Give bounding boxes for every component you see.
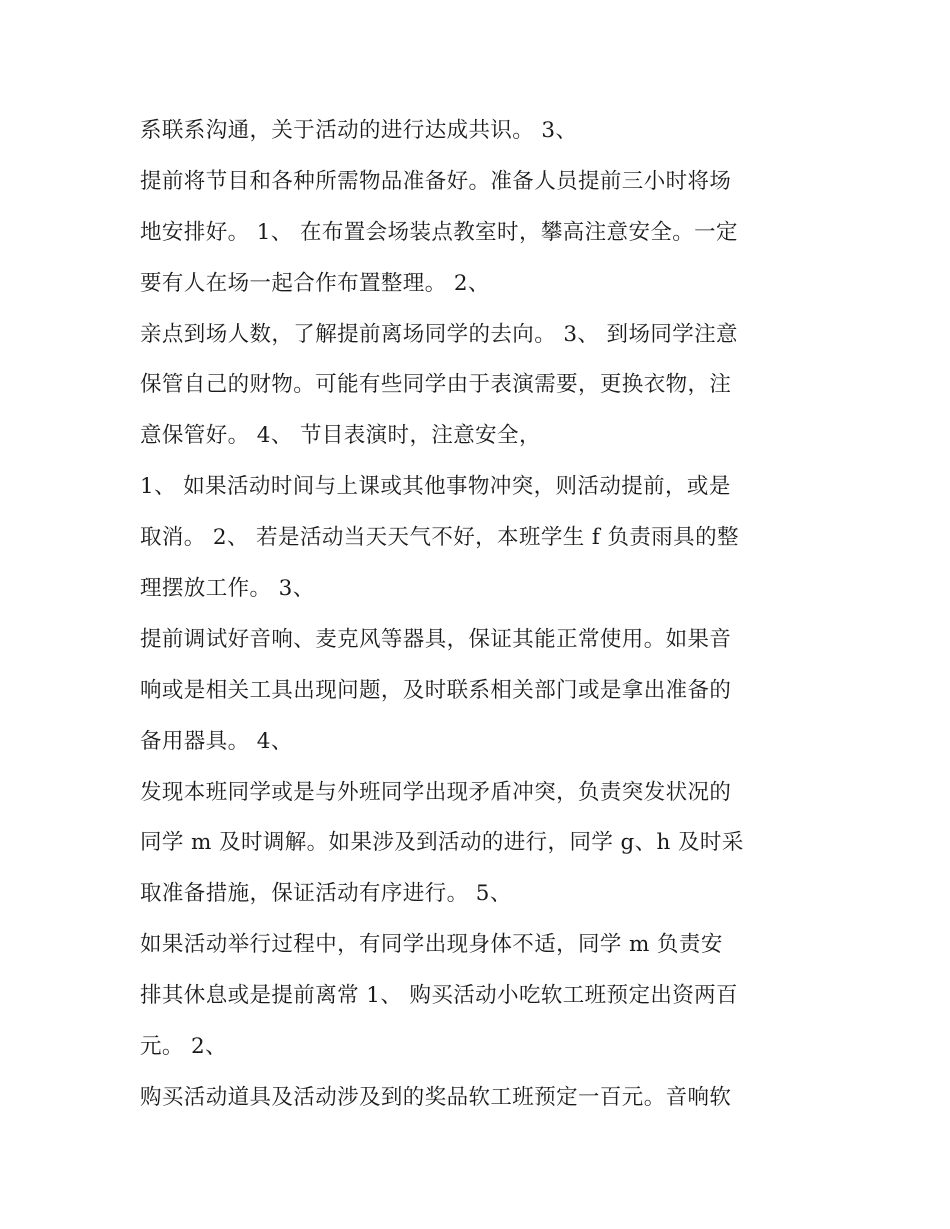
text-line: 要有人在场一起合作布置整理。 2、	[140, 270, 490, 296]
text-line: 保管自己的财物。可能有些同学由于表演需要，更换衣物，注	[140, 372, 732, 398]
text-line: 备用器具。 4、	[140, 728, 293, 754]
text-line: 意保管好。 4、 节目表演时，注意安全，	[140, 423, 541, 449]
text-line: 理摆放工作。 3、	[140, 576, 315, 602]
text-line: 亲点到场人数，了解提前离场同学的去向。 3、 到场同学注意	[140, 321, 738, 347]
text-line: 发现本班同学或是与外班同学出现矛盾冲突，负责突发状况的	[140, 779, 732, 805]
text-line: 响或是相关工具出现问题，及时联系相关部门或是拿出准备的	[140, 677, 732, 703]
text-line: 购买活动道具及活动涉及到的奖品软工班预定一百元。音响软	[140, 1084, 732, 1110]
document-body	[140, 106, 820, 1124]
text-line: 1、 如果活动时间与上课或其他事物冲突，则活动提前，或是	[140, 474, 731, 500]
text-line: 同学 m 及时调解。如果涉及到活动的进行，同学 g、h 及时采	[140, 830, 744, 856]
text-line: 排其休息或是提前离常 1、 购买活动小吃软工班预定出资两百	[140, 983, 738, 1009]
text-line: 元。 2、	[140, 1034, 228, 1060]
text-line: 取消。 2、 若是活动当天天气不好，本班学生 f 负责雨具的整	[140, 525, 739, 551]
text-line: 系联系沟通，关于活动的进行达成共识。 3、	[140, 118, 578, 143]
text-line: 提前将节目和各种所需物品准备好。准备人员提前三小时将场	[140, 168, 732, 194]
text-line: 提前调试好音响、麦克风等器具，保证其能正常使用。如果音	[140, 626, 732, 652]
text-line: 如果活动举行过程中，有同学出现身体不适，同学 m 负责安	[140, 932, 723, 958]
text-line: 取准备措施，保证活动有序进行。 5、	[140, 881, 512, 907]
text-line: 地安排好。 1、 在布置会场装点教室时，攀高注意安全。一定	[140, 219, 738, 245]
